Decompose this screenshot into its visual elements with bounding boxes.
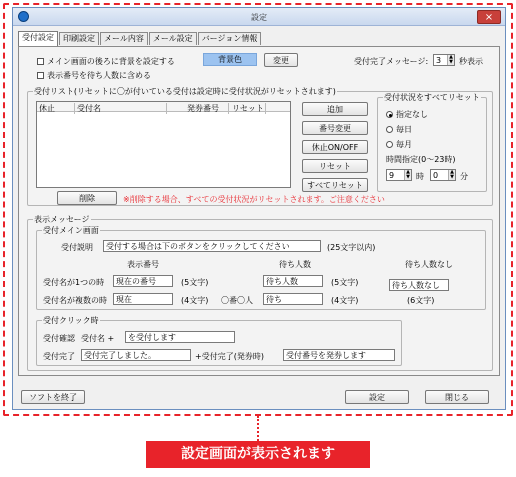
- reset-all-button[interactable]: すべてリセット: [302, 178, 368, 192]
- tab-mail-content[interactable]: メール内容: [100, 32, 148, 45]
- tab-mail-settings[interactable]: メール設定: [149, 32, 197, 45]
- reception-list-group-title: 受付リスト(リセットに〇が付いている受付は設定時に受付状況がリセットされます): [34, 87, 336, 96]
- hour-unit-label: 時: [416, 172, 424, 181]
- display-message-title: 表示メッセージ: [34, 215, 90, 224]
- multi-number-input[interactable]: 現在: [113, 293, 173, 305]
- complete-label: 受付完了: [43, 352, 75, 361]
- tab-print-settings[interactable]: 印刷設定: [59, 32, 99, 45]
- delete-warning-text: ※削除する場合、すべての受付状況がリセットされます。ご注意ください: [123, 195, 385, 204]
- reset-option-monthly[interactable]: [386, 139, 412, 150]
- reset-option-daily[interactable]: [386, 124, 412, 135]
- delete-button[interactable]: 削除: [57, 191, 117, 205]
- complete-msg-label: 受付完了メッセージ:: [354, 57, 429, 66]
- minute-value: 0: [433, 171, 439, 180]
- complete-issue-input[interactable]: 受付番号を発券します: [283, 349, 395, 361]
- bg-checkbox-label: メイン画面の後ろに背景を設定する: [47, 57, 175, 66]
- settings-window: [12, 7, 506, 410]
- change-bg-button[interactable]: 変更: [264, 53, 298, 67]
- single-number-input[interactable]: 現在の番号: [113, 275, 173, 287]
- tab-panel: [18, 46, 500, 376]
- change-number-button[interactable]: 番号変更: [302, 121, 368, 135]
- tab-bar: [18, 32, 262, 46]
- single-waiting-input[interactable]: 待ち人数: [263, 275, 323, 287]
- radio-daily[interactable]: [386, 126, 393, 133]
- confirm-prefix-label: 受付名 +: [81, 334, 115, 343]
- main-screen-title: 受付メイン画面: [43, 226, 99, 235]
- confirm-input[interactable]: を受付します: [125, 331, 235, 343]
- reset-option-daily-label: 毎日: [396, 125, 412, 134]
- wait-count-checkbox-label: 表示番号を待ち人数に含める: [47, 71, 151, 80]
- column-header-pause: 休止: [39, 103, 75, 114]
- tab-version-info[interactable]: バージョン情報: [198, 32, 262, 45]
- spinner-arrows-icon[interactable]: ▲ ▼: [404, 170, 411, 180]
- col-no-waiting: 待ち人数なし: [405, 260, 453, 269]
- radio-monthly[interactable]: [386, 141, 393, 148]
- spinner-arrows-icon[interactable]: ▲ ▼: [448, 170, 455, 180]
- complete-msg-seconds-value: 3: [436, 56, 442, 65]
- bg-checkbox-row[interactable]: [37, 56, 175, 67]
- reception-list-group: [27, 87, 493, 206]
- close-button[interactable]: ×: [477, 10, 501, 24]
- column-header-reset: リセット: [232, 103, 266, 114]
- single-waiting-limit: (5文字): [331, 278, 359, 287]
- desc-limit-label: (25文字以内): [327, 243, 376, 252]
- seconds-unit-label: 秒表示: [459, 57, 483, 66]
- bg-checkbox[interactable]: [37, 58, 44, 65]
- hour-spinner[interactable]: [386, 169, 412, 181]
- title-bar: [13, 8, 505, 26]
- desc-label: 受付説明: [61, 243, 93, 252]
- minute-unit-label: 分: [460, 172, 468, 181]
- wait-count-checkbox-row[interactable]: [37, 70, 151, 81]
- single-number-limit: (5文字): [181, 278, 209, 287]
- complete-msg-seconds-spinner[interactable]: [433, 54, 455, 66]
- reset-option-none[interactable]: [386, 109, 428, 120]
- close-button-footer[interactable]: 閉じる: [425, 390, 489, 404]
- bg-color-swatch: 背景色: [203, 53, 257, 66]
- add-button[interactable]: 追加: [302, 102, 368, 116]
- multi-number-limit: (4文字): [181, 296, 209, 305]
- wait-count-checkbox[interactable]: [37, 72, 44, 79]
- tab-reception-settings[interactable]: 受付設定: [18, 31, 58, 46]
- desc-input[interactable]: 受付する場合は下のボタンをクリックしてください: [103, 240, 321, 252]
- display-message-group: [27, 215, 493, 371]
- time-spec-label: 時間指定(0〜23時): [386, 155, 456, 164]
- reception-list-table[interactable]: [36, 101, 291, 188]
- radio-none[interactable]: [386, 111, 393, 118]
- col-display-number: 表示番号: [127, 260, 159, 269]
- multi-mid-label: 〇番〇人: [221, 296, 253, 305]
- callout-connector: [257, 416, 259, 441]
- reset-button[interactable]: リセット: [302, 159, 368, 173]
- reset-option-none-label: 指定なし: [396, 110, 428, 119]
- no-waiting-limit: (6文字): [407, 296, 435, 305]
- click-group: [36, 316, 402, 366]
- confirm-label: 受付確認: [43, 334, 75, 343]
- minute-spinner[interactable]: [430, 169, 456, 181]
- complete-input[interactable]: 受付完了しました。: [81, 349, 191, 361]
- multi-waiting-limit: (4文字): [331, 296, 359, 305]
- window-title: 設定: [251, 13, 267, 22]
- complete-issue-label: +受付完了(発券時): [195, 352, 264, 361]
- column-header-name: 受付名: [77, 103, 167, 114]
- reset-all-status-group: [377, 93, 487, 192]
- column-header-ticket-number: 発券番号: [187, 103, 229, 114]
- spinner-arrows-icon[interactable]: ▲ ▼: [447, 55, 454, 65]
- quit-software-button[interactable]: ソフトを終了: [21, 390, 85, 404]
- col-waiting: 待ち人数: [279, 260, 311, 269]
- table-header: [37, 102, 290, 112]
- click-group-title: 受付クリック時: [43, 316, 99, 325]
- main-screen-group: [36, 226, 486, 310]
- save-settings-button[interactable]: 設定: [345, 390, 409, 404]
- reset-option-monthly-label: 毎月: [396, 140, 412, 149]
- multi-name-label: 受付名が複数の時: [43, 296, 107, 305]
- caption-banner: 設定画面が表示されます: [146, 441, 370, 468]
- single-name-label: 受付名が1つの時: [43, 278, 105, 287]
- hour-value: 9: [389, 171, 395, 180]
- multi-waiting-input[interactable]: 待ち: [263, 293, 323, 305]
- reset-all-status-title: 受付状況をすべてリセット: [384, 93, 480, 102]
- no-waiting-input[interactable]: 待ち人数なし: [389, 279, 449, 291]
- pause-toggle-button[interactable]: 休止ON/OFF: [302, 140, 368, 154]
